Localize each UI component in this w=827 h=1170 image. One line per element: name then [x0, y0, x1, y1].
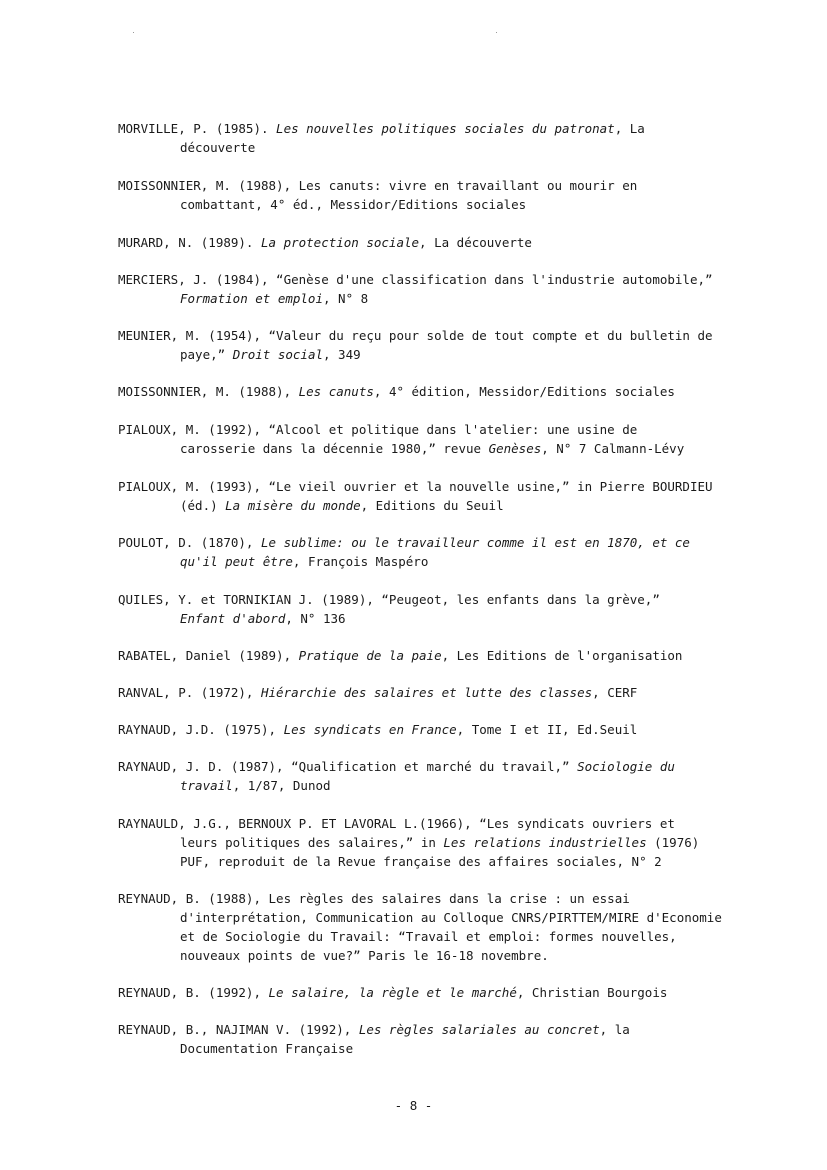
reference-first-line [118, 233, 758, 252]
reference-title-italic: Les relations industrielles [443, 835, 647, 850]
reference-text: RABATEL, Daniel (1989), [118, 648, 299, 663]
reference-text: MORVILLE, P. (1985). [118, 121, 277, 136]
reference-continuation-line [118, 439, 758, 458]
reference-text: MOISSONNIER, M. (1988), [118, 384, 299, 399]
reference-entry [118, 757, 758, 795]
reference-text: , Tome I et II, Ed.Seuil [456, 722, 638, 737]
reference-text: RAYNAUD, J.D. (1975), [118, 722, 284, 737]
reference-entry [118, 590, 758, 628]
reference-text: , Editions du Seuil [360, 498, 504, 513]
reference-title-italic: travail [180, 778, 233, 793]
reference-title-italic: qu'il peut être [180, 554, 293, 569]
reference-continuation-line [118, 1039, 758, 1058]
reference-continuation-line [118, 946, 758, 965]
reference-entry [118, 983, 758, 1002]
reference-text: MEUNIER, M. (1954), “Valeur du reçu pour solde de tout compte et du bulletin de [118, 328, 713, 343]
reference-first-line [118, 889, 758, 908]
reference-first-line [118, 814, 758, 833]
page-number: - 8 - [394, 1098, 433, 1113]
reference-first-line [118, 1020, 758, 1039]
reference-text: d'interprétation, Communication au Colloque CNRS/PIRTTEM/MIRE d'Economie [180, 910, 722, 925]
reference-text: , la [599, 1022, 630, 1037]
reference-continuation-line [118, 289, 758, 308]
reference-first-line [118, 983, 758, 1002]
reference-title-italic: Le salaire, la règle et le marché [268, 985, 517, 1000]
reference-entry [118, 176, 758, 214]
reference-title-italic: Enfant d'abord [180, 611, 286, 626]
reference-first-line [118, 477, 758, 496]
reference-title-italic: Sociologie du [577, 759, 675, 774]
reference-text: RANVAL, P. (1972), [118, 685, 261, 700]
reference-entry [118, 889, 758, 965]
reference-title-italic: La protection sociale [261, 235, 420, 250]
reference-text: REYNAUD, B. (1988), Les règles des salaires dans la crise : un essai [118, 891, 630, 906]
reference-first-line [118, 270, 758, 289]
reference-title-italic: Pratique de la paie [298, 648, 442, 663]
reference-first-line [118, 720, 758, 739]
reference-first-line [118, 176, 758, 195]
reference-first-line [118, 533, 758, 552]
reference-text: MURARD, N. (1989). [118, 235, 261, 250]
reference-first-line [118, 382, 758, 401]
reference-text: RAYNAUD, J. D. (1987), “Qualification et marché du travail,” [118, 759, 578, 774]
reference-first-line [118, 683, 758, 702]
reference-text: Documentation Française [180, 1041, 354, 1056]
reference-title-italic: Le sublime: ou le travailleur comme il est en 1870, et ce [261, 535, 690, 550]
reference-entry [118, 270, 758, 308]
reference-text: , N° 8 [323, 291, 369, 306]
reference-title-italic: Les canuts [298, 384, 374, 399]
reference-title-italic: Formation et emploi [180, 291, 323, 306]
reference-text: nouveaux points de vue?” Paris le 16-18 novembre. [180, 948, 549, 963]
reference-continuation-line [118, 927, 758, 946]
reference-first-line [118, 326, 758, 345]
reference-title-italic: Les nouvelles politiques sociales du patronat [276, 121, 615, 136]
reference-continuation-line [118, 496, 758, 515]
reference-entry [118, 420, 758, 458]
reference-text: paye,” [180, 347, 233, 362]
reference-text: , 349 [323, 347, 361, 362]
reference-continuation-line [118, 776, 758, 795]
reference-text: , N° 7 Calmann-Lévy [541, 441, 685, 456]
reference-entry [118, 683, 758, 702]
reference-text: , 1/87, Dunod [232, 778, 331, 793]
reference-text: leurs politiques des salaires,” in [180, 835, 444, 850]
reference-title-italic: Les règles salariales au concret [358, 1022, 600, 1037]
reference-continuation-line [118, 552, 758, 571]
reference-entry [118, 720, 758, 739]
reference-text: , 4° édition, Messidor/Editions sociales [373, 384, 675, 399]
reference-continuation-line [118, 138, 758, 157]
reference-continuation-line [118, 609, 758, 628]
reference-text: , Les Editions de l'organisation [441, 648, 683, 663]
reference-first-line [118, 757, 758, 776]
reference-text: MOISSONNIER, M. (1988), Les canuts: vivre en travaillant ou mourir en [118, 178, 638, 193]
reference-entry [118, 382, 758, 401]
reference-text: carosserie dans la décennie 1980,” revue [180, 441, 489, 456]
reference-continuation-line [118, 852, 758, 871]
reference-title-italic: Les syndicats en France [283, 722, 457, 737]
reference-text: PUF, reproduit de la Revue française des affaires sociales, N° 2 [180, 854, 662, 869]
reference-text: , François Maspéro [292, 554, 429, 569]
reference-first-line [118, 420, 758, 439]
reference-entry [118, 233, 758, 252]
reference-text: PIALOUX, M. (1992), “Alcool et politique dans l'atelier: une usine de [118, 422, 638, 437]
reference-text: , La [614, 121, 645, 136]
reference-title-italic: Hiérarchie des salaires et lutte des classes [261, 685, 593, 700]
reference-entry [118, 477, 758, 515]
reference-continuation-line [118, 195, 758, 214]
scan-speck [496, 32, 497, 33]
reference-text: QUILES, Y. et TORNIKIAN J. (1989), “Peugeot, les enfants dans la grève,” [118, 592, 660, 607]
reference-title-italic: Genèses [488, 441, 542, 456]
reference-continuation-line [118, 908, 758, 927]
reference-text: , CERF [592, 685, 638, 700]
reference-text: (éd.) [180, 498, 226, 513]
reference-text: découverte [180, 140, 256, 155]
reference-first-line [118, 646, 758, 665]
reference-text: (1976) [646, 835, 700, 850]
reference-entry [118, 814, 758, 871]
reference-text: RAYNAULD, J.G., BERNOUX P. ET LAVORAL L.(1966), “Les syndicats ouvriers et [118, 816, 675, 831]
reference-continuation-line [118, 833, 758, 852]
reference-entry [118, 533, 758, 571]
reference-text: REYNAUD, B., NAJIMAN V. (1992), [118, 1022, 359, 1037]
reference-first-line [118, 590, 758, 609]
reference-text: , N° 136 [285, 611, 346, 626]
reference-entry [118, 1020, 758, 1058]
reference-text: PIALOUX, M. (1993), “Le vieil ouvrier et la nouvelle usine,” in Pierre BOURDIEU [118, 479, 713, 494]
reference-text: POULOT, D. (1870), [118, 535, 261, 550]
scan-speck [133, 32, 134, 33]
reference-text: , La découverte [419, 235, 532, 250]
reference-entry [118, 646, 758, 665]
reference-entry [118, 119, 758, 157]
reference-text: et de Sociologie du Travail: “Travail et emploi: formes nouvelles, [180, 929, 677, 944]
reference-title-italic: Droit social [232, 347, 323, 362]
reference-text: REYNAUD, B. (1992), [118, 985, 269, 1000]
reference-title-italic: La misère du monde [225, 498, 361, 513]
reference-text: MERCIERS, J. (1984), “Genèse d'une classification dans l'industrie automobile,” [118, 272, 713, 287]
reference-first-line [118, 119, 758, 138]
reference-entry [118, 326, 758, 364]
reference-text: combattant, 4° éd., Messidor/Editions sociales [180, 197, 527, 212]
reference-text: , Christian Bourgois [516, 985, 668, 1000]
reference-continuation-line [118, 345, 758, 364]
